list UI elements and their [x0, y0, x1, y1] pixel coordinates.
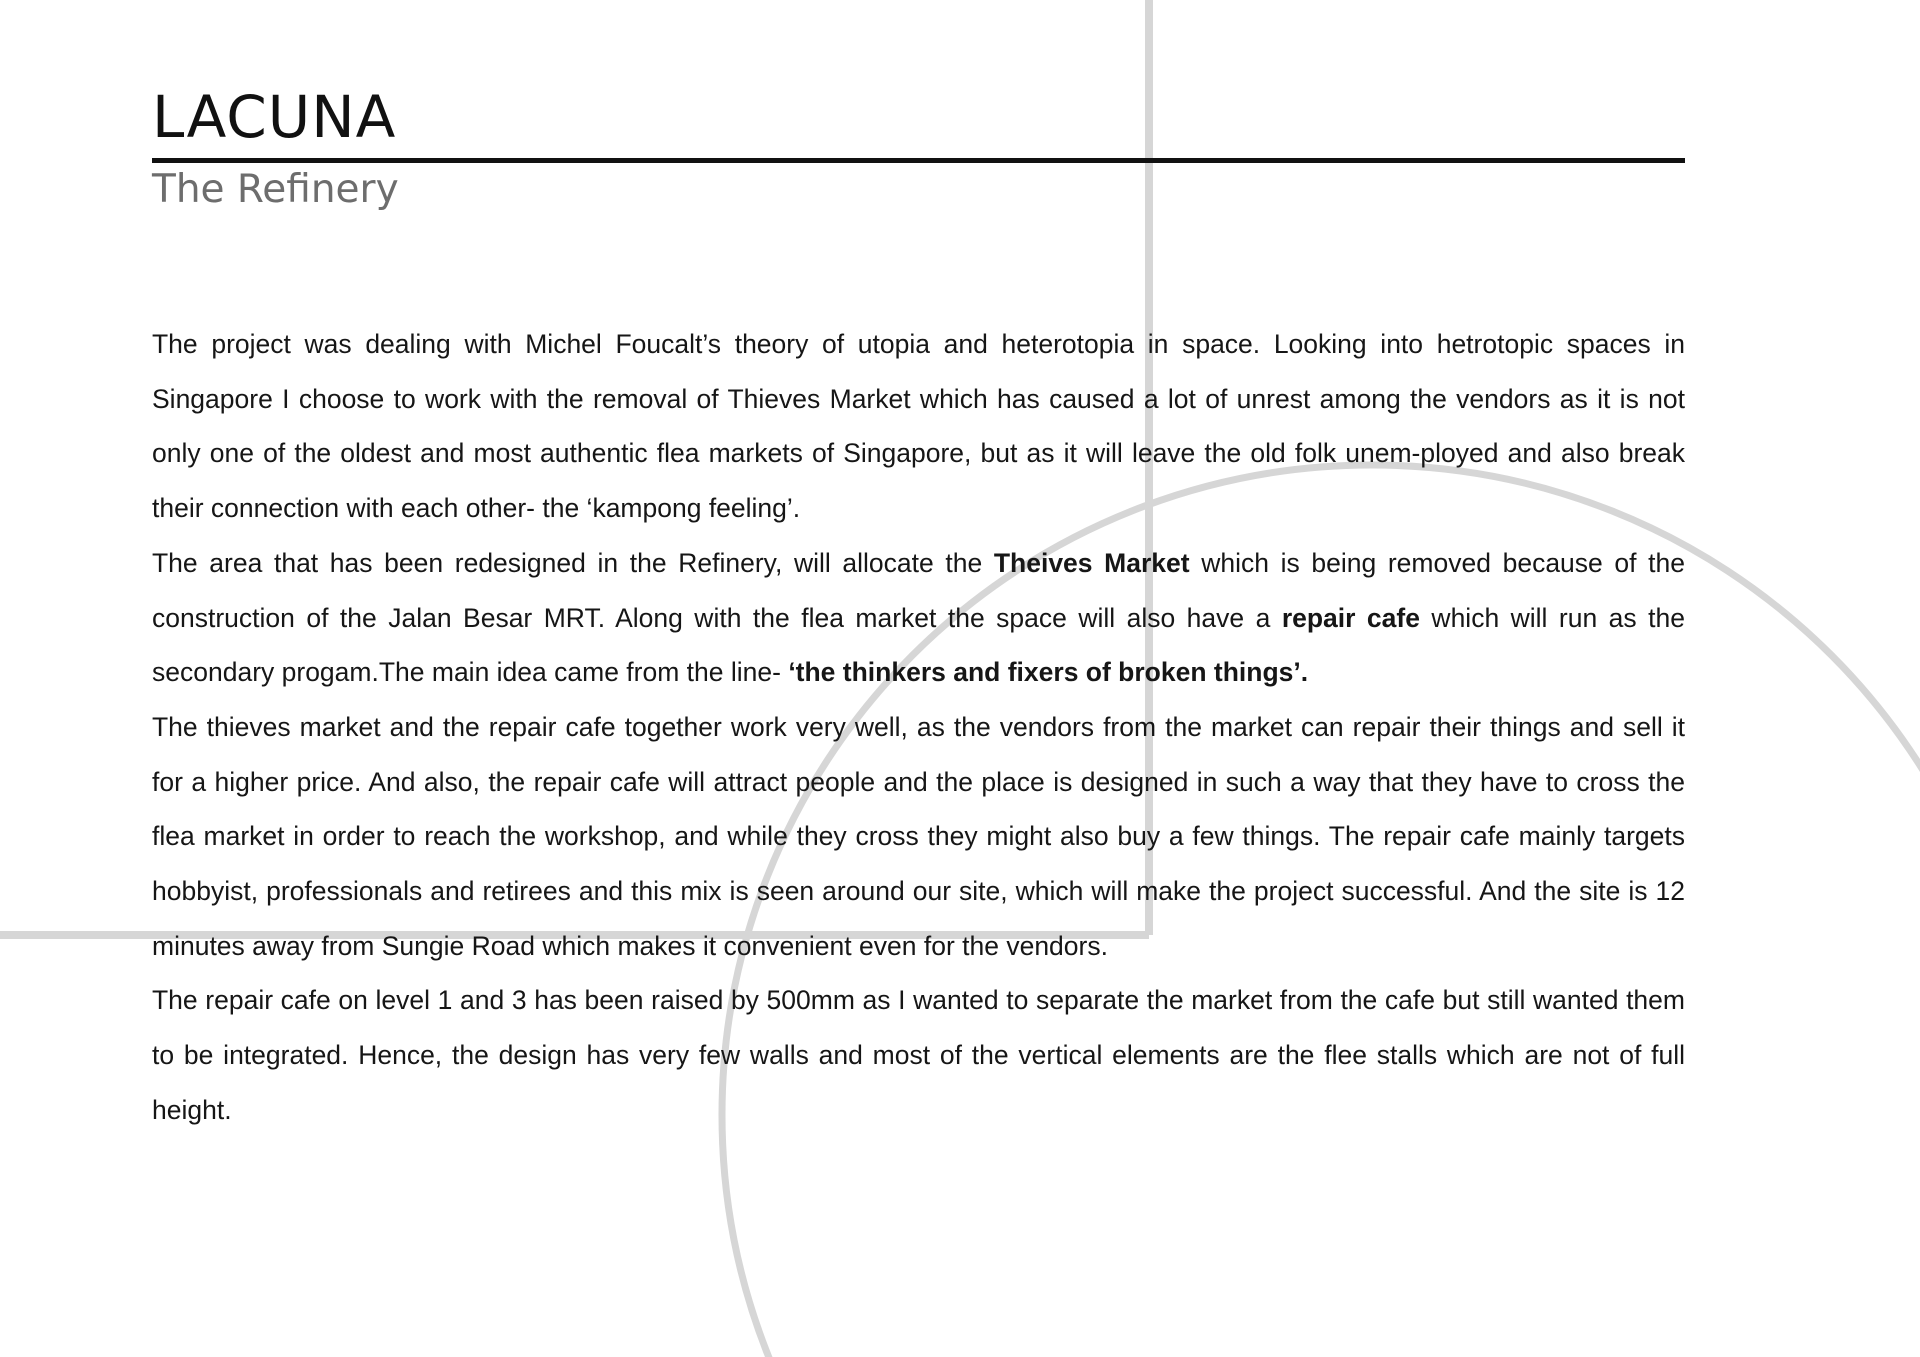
bold-phrase: ‘the thinkers and fixers of broken things’. [788, 657, 1309, 688]
page-header [152, 82, 1685, 215]
page-subtitle: The Refinery [152, 167, 399, 212]
paragraph [152, 536, 1685, 700]
paragraph [152, 700, 1685, 974]
text-run: The repair cafe on level 1 and 3 has been raised by 500mm as I wanted to separate the market from the cafe but still wanted them to be integrated. Hence, the design has very few walls and most of the vertical elements are the flee stalls which are not of full height. [152, 985, 1685, 1125]
text-run: The thieves market and the repair cafe together work very well, as the vendors from the market can repair their things and sell it for a higher price. And also, the repair cafe will attract people and the place is designed in such a way that they have to cross the flea market in order to reach the workshop, and while they cross they might also buy a few things. The repair cafe mainly targets hobbyist, professionals and retirees and this mix is seen around our site, which will make the project successful. And the site is 12 minutes away from Sungie Road which makes it convenient even for the vendors. [152, 711, 1685, 961]
paragraph [152, 973, 1685, 1137]
title-rule [152, 158, 1685, 163]
page-title: LACUNA [152, 83, 397, 151]
bold-phrase: repair cafe [1281, 602, 1420, 633]
bold-phrase: Theives Market [993, 547, 1190, 578]
text-run: which will run as the secondary progam.The main idea came from the line- [152, 602, 1685, 688]
text-run: The area that has been redesigned in the Refinery, will allocate the [152, 547, 994, 578]
paragraph [152, 317, 1685, 536]
project-description [152, 317, 1685, 1138]
text-run: The project was dealing with Michel Foucalt’s theory of utopia and heterotopia in space. Looking into hetrotopic spaces in Singapore I choose to work with the removal of Thieves Market which has caused a lot of unrest among the vendors as it is not only one of the oldest and most authentic flea markets of Singapore, but as it will leave the old folk unem-ployed and also break their connection with each other- the ‘kampong feeling’. [152, 329, 1685, 524]
text-run: which is being removed because of the construction of the Jalan Besar MRT. Along with the flea market the space will also have a [152, 547, 1685, 633]
